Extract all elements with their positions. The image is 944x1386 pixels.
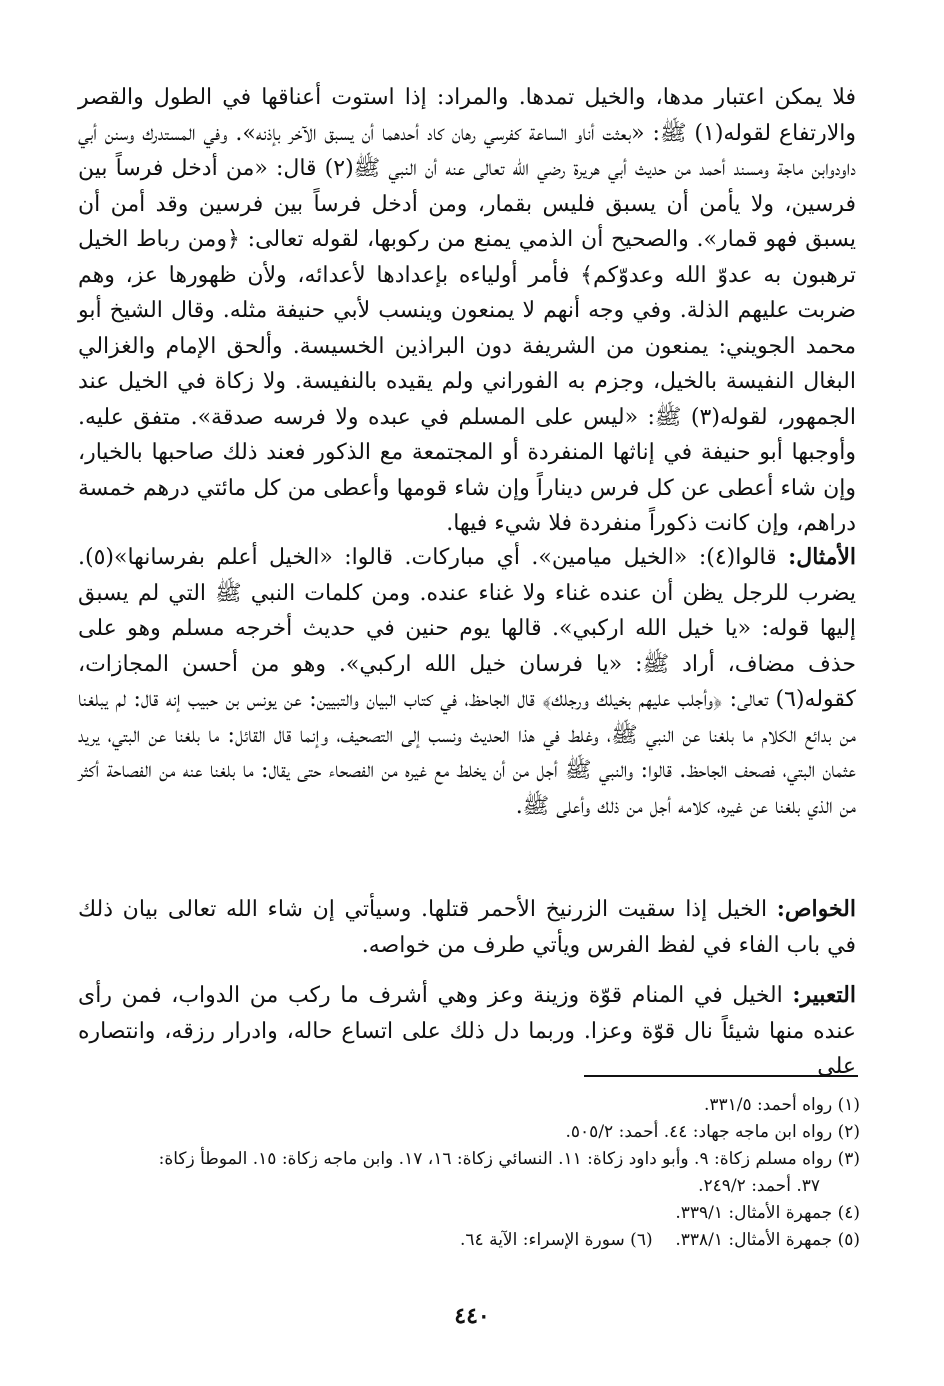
footnote-2: (٢) رواه ابن ماجه جهاد: ٤٤. أحمد: ٥٠٥/٢. <box>565 1122 860 1142</box>
footnote-3-line-2: ٣٧. أحمد: ٢٤٩/٢. <box>698 1176 820 1196</box>
tabir-text: الخيل في المنام قوّة وزينة وعز وهي أشرف ما ركب من الدواب، فمن رأى عنده منها شيئاً نال قوّة وعزا. وربما دل ذلك على اتساع حاله، وادرار رزقه، وانتصاره على <box>78 983 856 1079</box>
tabir-heading: التعبير: <box>792 982 856 1008</box>
khawas-section <box>78 892 856 963</box>
tabir-section <box>78 978 856 1085</box>
footnotes <box>90 1092 860 1254</box>
paragraph-text: فلا يمكن اعتبار مدها، والخيل تمدها. والمراد: إذا استوت أعناقها في الطول والقصر والارتفاع لقوله(١) ﷺ: «بعثت أناو الساعة كفرسي رهان كاد أحدهما أن يسبق الآخر بإذنه». وفي المستدرك وسنن أبي داودوابن ماجة ومسند أحمد من حديث أبي هريرة رضي الله تعالى عنه أن النبي ﷺ(٢) قال: «من أدخل فرساً بين فرسين، ولا يأمن أن يسبق فليس بقمار، ومن أدخل فرساً بين فرسين وقد أمن أن يسبق فهو قمار». والصحيح أن الذمي يمنع من ركوبها، لقوله تعالى: ﴿ومن رباط الخيل ترهبون به عدوّ الله وعدوّكم﴾ فأمر أولياءه بإعدادها لأعدائه، ولأن ظهورها عز، وهم ضربت عليهم الذلة. وفي وجه أنهم لا يمنعون وينسب لأبي حنيفة مثله. وقال الشيخ أبو محمد الجويني: يمنعون من الشريفة دون البراذين الخسيسة. وألحق الإمام والغزالي البغال النفيسة بالخيل، وجزم به الفوراني ولم يقيده بالنفيسة. ولا زكاة في الخيل عند الجمهور، لقوله(٣) ﷺ: «ليس على المسلم في عبده ولا فرسه صدقة». متفق عليه. وأوجبها أبو حنيفة في إناثها المنفردة أو المجتمعة مع الذكور فعند ذلك صاحبها بالخيار، وإن شاء أعطى عن كل فرس ديناراً وإن شاء قومها وأعطى من كل مائتي درهم خمسة دراهم، وإن كانت ذكوراً منفردة فلا شيء فيها. <box>78 85 857 536</box>
footnote-4: (٤) جمهرة الأمثال: ٣٣٩/١. <box>675 1203 860 1223</box>
khawas-heading: الخواص: <box>776 896 856 922</box>
footnote-divider <box>584 1075 858 1077</box>
footnote-5: (٥) جمهرة الأمثال: ٣٣٨/١. <box>675 1230 860 1250</box>
footnote-row-5-6 <box>90 1227 860 1254</box>
footnote-1: (١) رواه أحمد: ٣٣١/٥. <box>703 1095 860 1115</box>
footnote-3 <box>90 1146 860 1200</box>
amthal-section <box>78 540 856 824</box>
footnote-6: (٦) سورة الإسراء: الآية ٦٤. <box>460 1230 653 1250</box>
footnote-3-line-1: (٣) رواه مسلم زكاة: ٩. وأبو داود زكاة: ١١. النسائي زكاة: ١٦، ١٧. وابن ماجه زكاة: ١٥. الموطأ زكاة: <box>158 1149 860 1169</box>
amthal-text: قالوا(٤): «الخيل ميامين». أي مباركات. قالوا: «الخيل أعلم بفرسانها»(٥). يضرب للرجل يظن أن عنده غناء ولا غناء عنده. ومن كلمات النبي ﷺ التي لم يسبق إليها قوله: «يا خيل الله اركبي». قالها يوم حنين في حديث أخرجه مسلم وهو على حذف مضاف، أراد ﷺ: «يا فرسان خيل الله اركبي». وهو من أحسن المجازات، كقوله(٦) تعالى: ﴿وأجلب عليهم بخيلك ورجلك﴾ قال الجاحظ، في كتاب البيان والتبيين: عن يونس بن حبيب إنه قال: لم يبلغنا من بدائع الكلام ما بلغنا عن النبي ﷺ، وغلط في هذا الحديث ونسب إلى التصحيف، وإنما قال القائل: ما بلغنا عن البتي، يريد عثمان البتي، فصحف الجاحظ. قالوا: والنبي ﷺ أجل من أن يخلط مع غيره من الفصحاء حتى يقال: ما بلغنا عنه من الفصاحة أكثر من الذي بلغنا عن غيره، كلامه أجل من ذلك وأعلى ﷺ. <box>78 545 856 819</box>
amthal-heading: الأمثال: <box>788 544 857 570</box>
khawas-text: الخيل إذا سقيت الزرنيخ الأحمر قتلها. وسيأتي إن شاء الله تعالى بيان ذلك في باب الفاء في لفظ الفرس ويأتي طرف من خواصه. <box>78 897 856 958</box>
page-number: ٤٤٠ <box>454 1303 490 1329</box>
main-paragraph-1 <box>78 80 856 542</box>
